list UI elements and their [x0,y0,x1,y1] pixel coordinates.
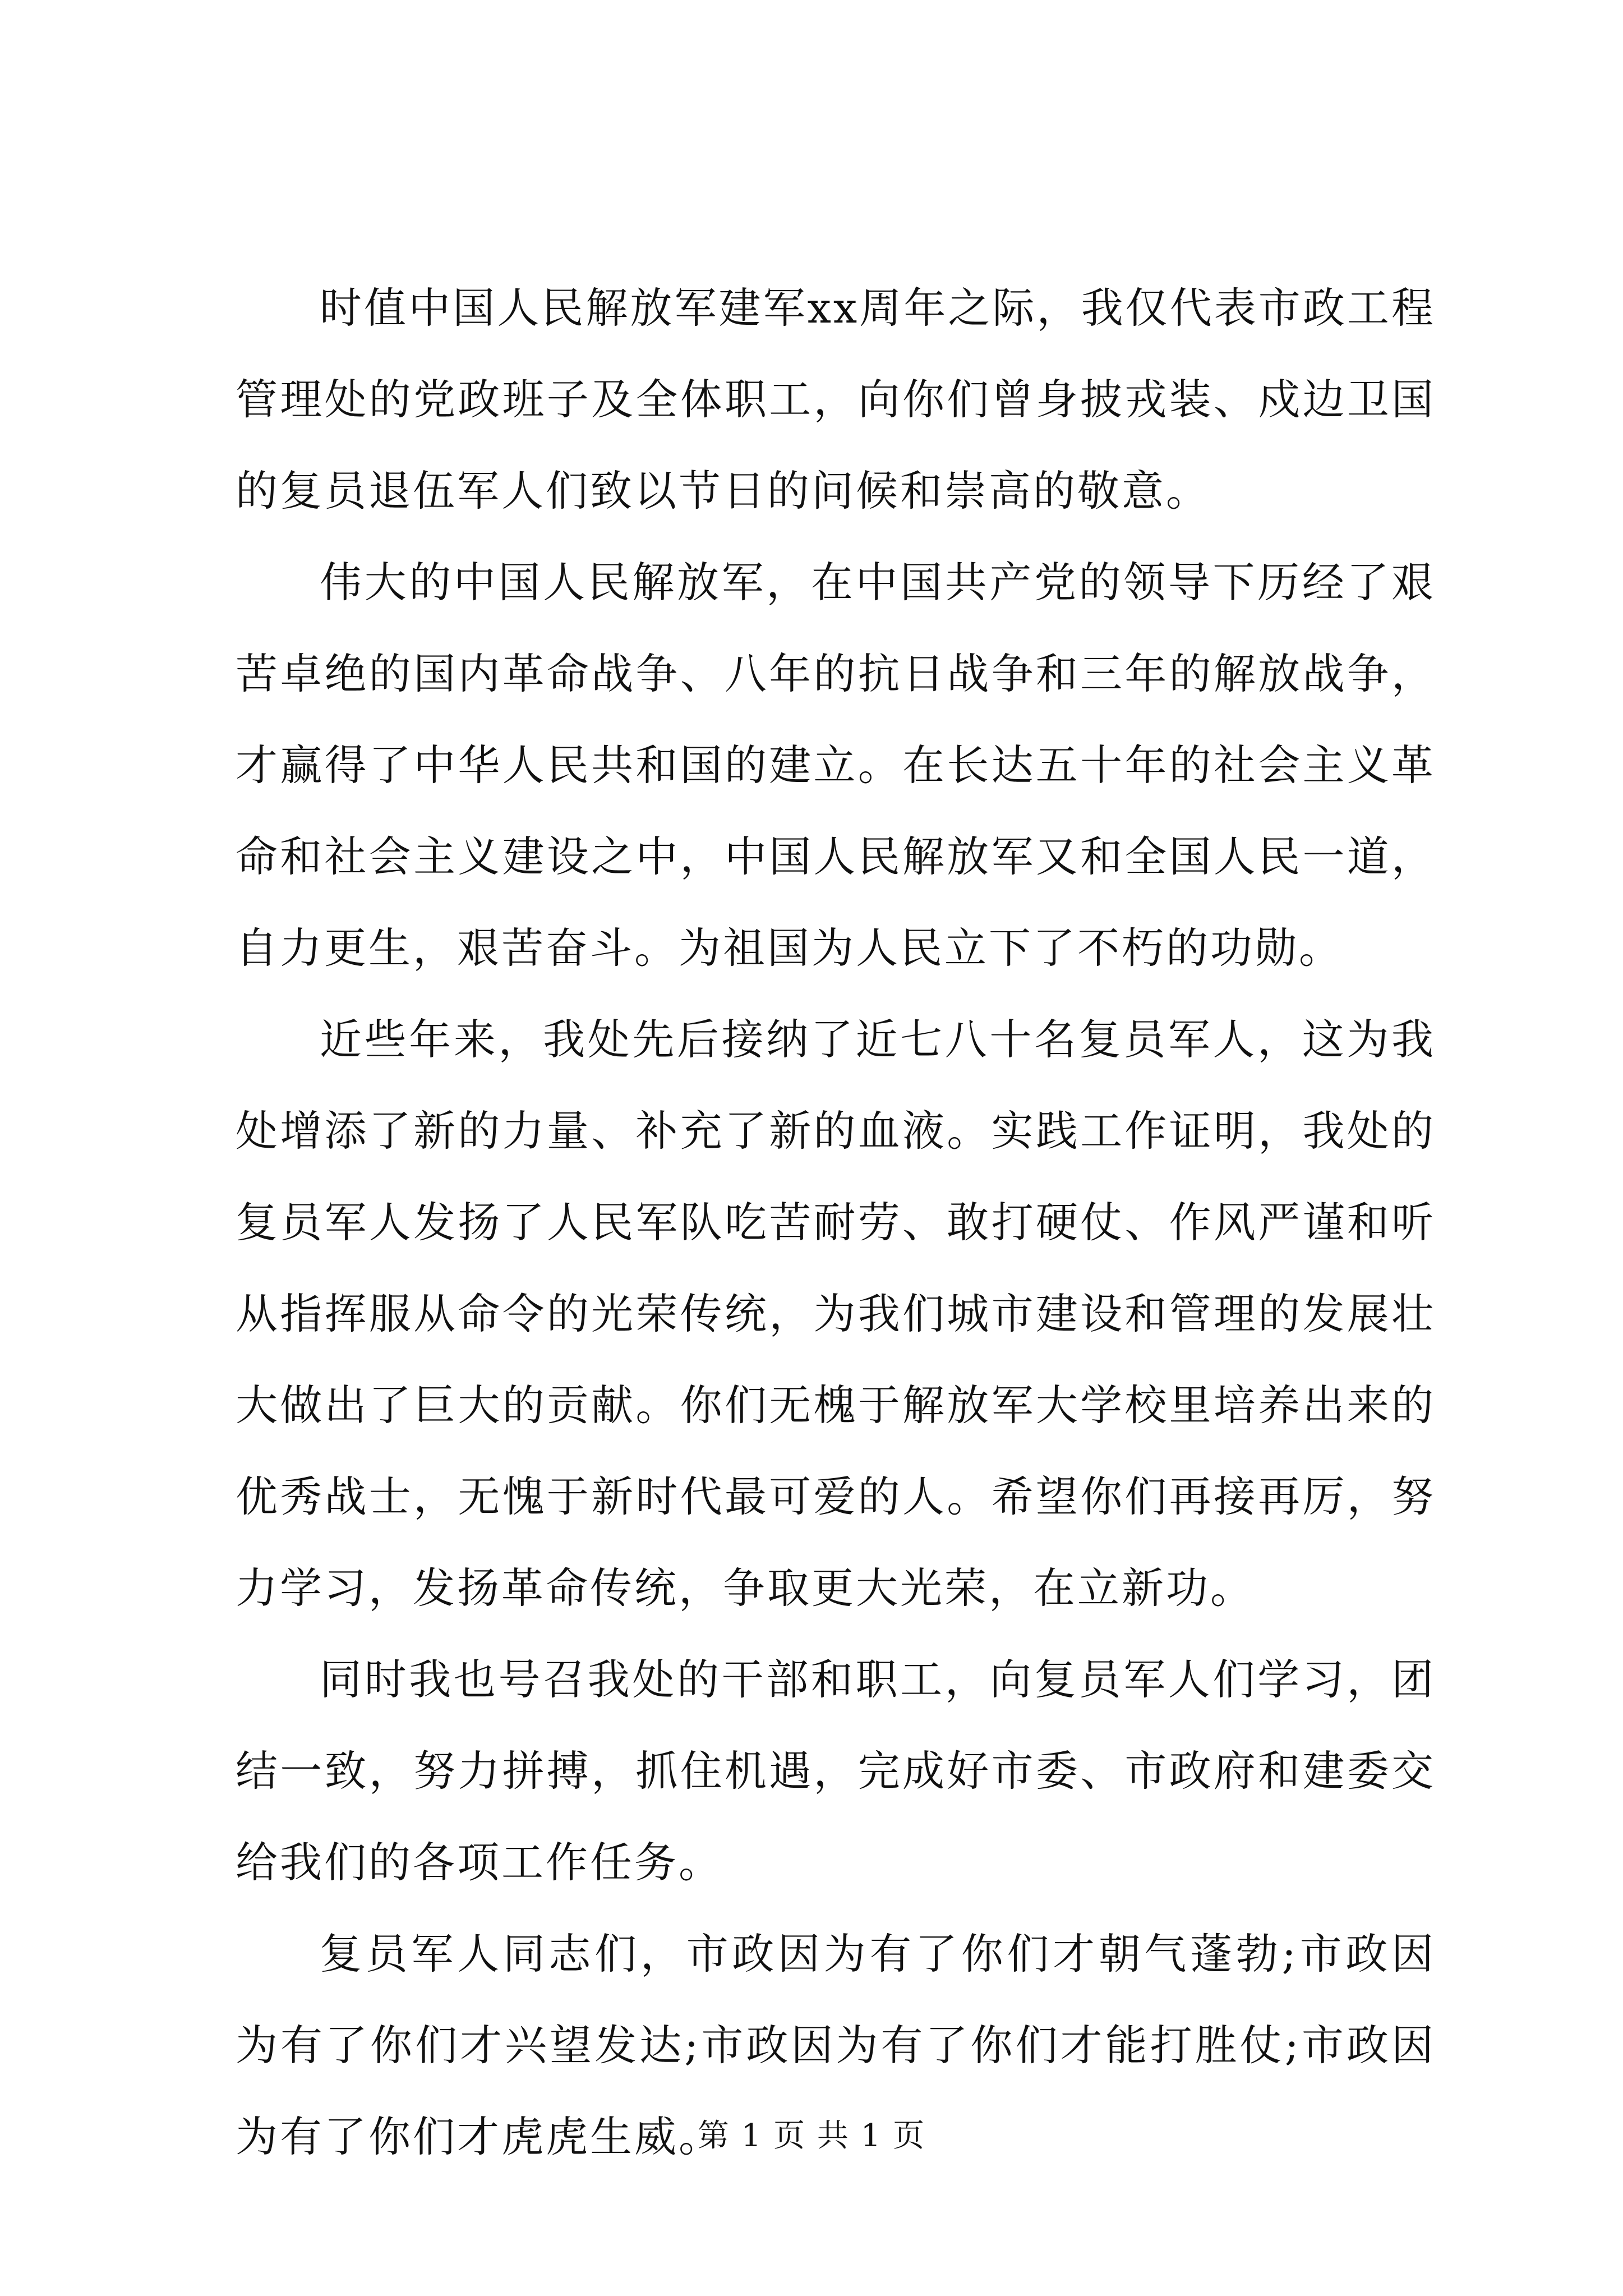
paragraph-2: 伟大的中国人民解放军，在中国共产党的领导下历经了艰苦卓绝的国内革命战争、八年的抗日战争和三年的解放战争，才赢得了中华人民共和国的建立。在长达五十年的社会主义革命和社会主义建设之中，中国人民解放军又和全国人民一道，自力更生，艰苦奋斗。为祖国为人民立下了不朽的功勋。 [236,558,1436,973]
paragraph-1: 时值中国人民解放军建军xx周年之际，我仅代表市政工程管理处的党政班子及全体职工，向你们曾身披戎装、戍边卫国的复员退伍军人们致以节日的问候和崇高的敬意。 [236,283,1436,516]
paragraph-4: 同时我也号召我处的干部和职工，向复员军人们学习，团结一致，努力拼搏，抓住机遇，完成好市委、市政府和建委交给我们的各项工作任务。 [236,1655,1436,1887]
page-number-footer: 第 1 页 共 1 页 [697,2118,926,2154]
paragraph-5: 复员军人同志们，市政因为有了你们才朝气蓬勃;市政因为有了你们才兴望发达;市政因为有了你们才能打胜仗;市政因为有了你们才虎虎生威。 [236,1929,1436,2161]
document-body [236,263,1436,2183]
paragraph-3: 近些年来，我处先后接纳了近七八十名复员军人，这为我处增添了新的力量、补充了新的血液。实践工作证明，我处的复员军人发扬了人民军队吃苦耐劳、敢打硬仗、作风严谨和听从指挥服从命令的光荣传统，为我们城市建设和管理的发展壮大做出了巨大的贡献。你们无槐于解放军大学校里培养出来的优秀战士，无愧于新时代最可爱的人。希望你们再接再厉，努力学习，发扬革命传统，争取更大光荣，在立新功。 [236,1015,1436,1613]
